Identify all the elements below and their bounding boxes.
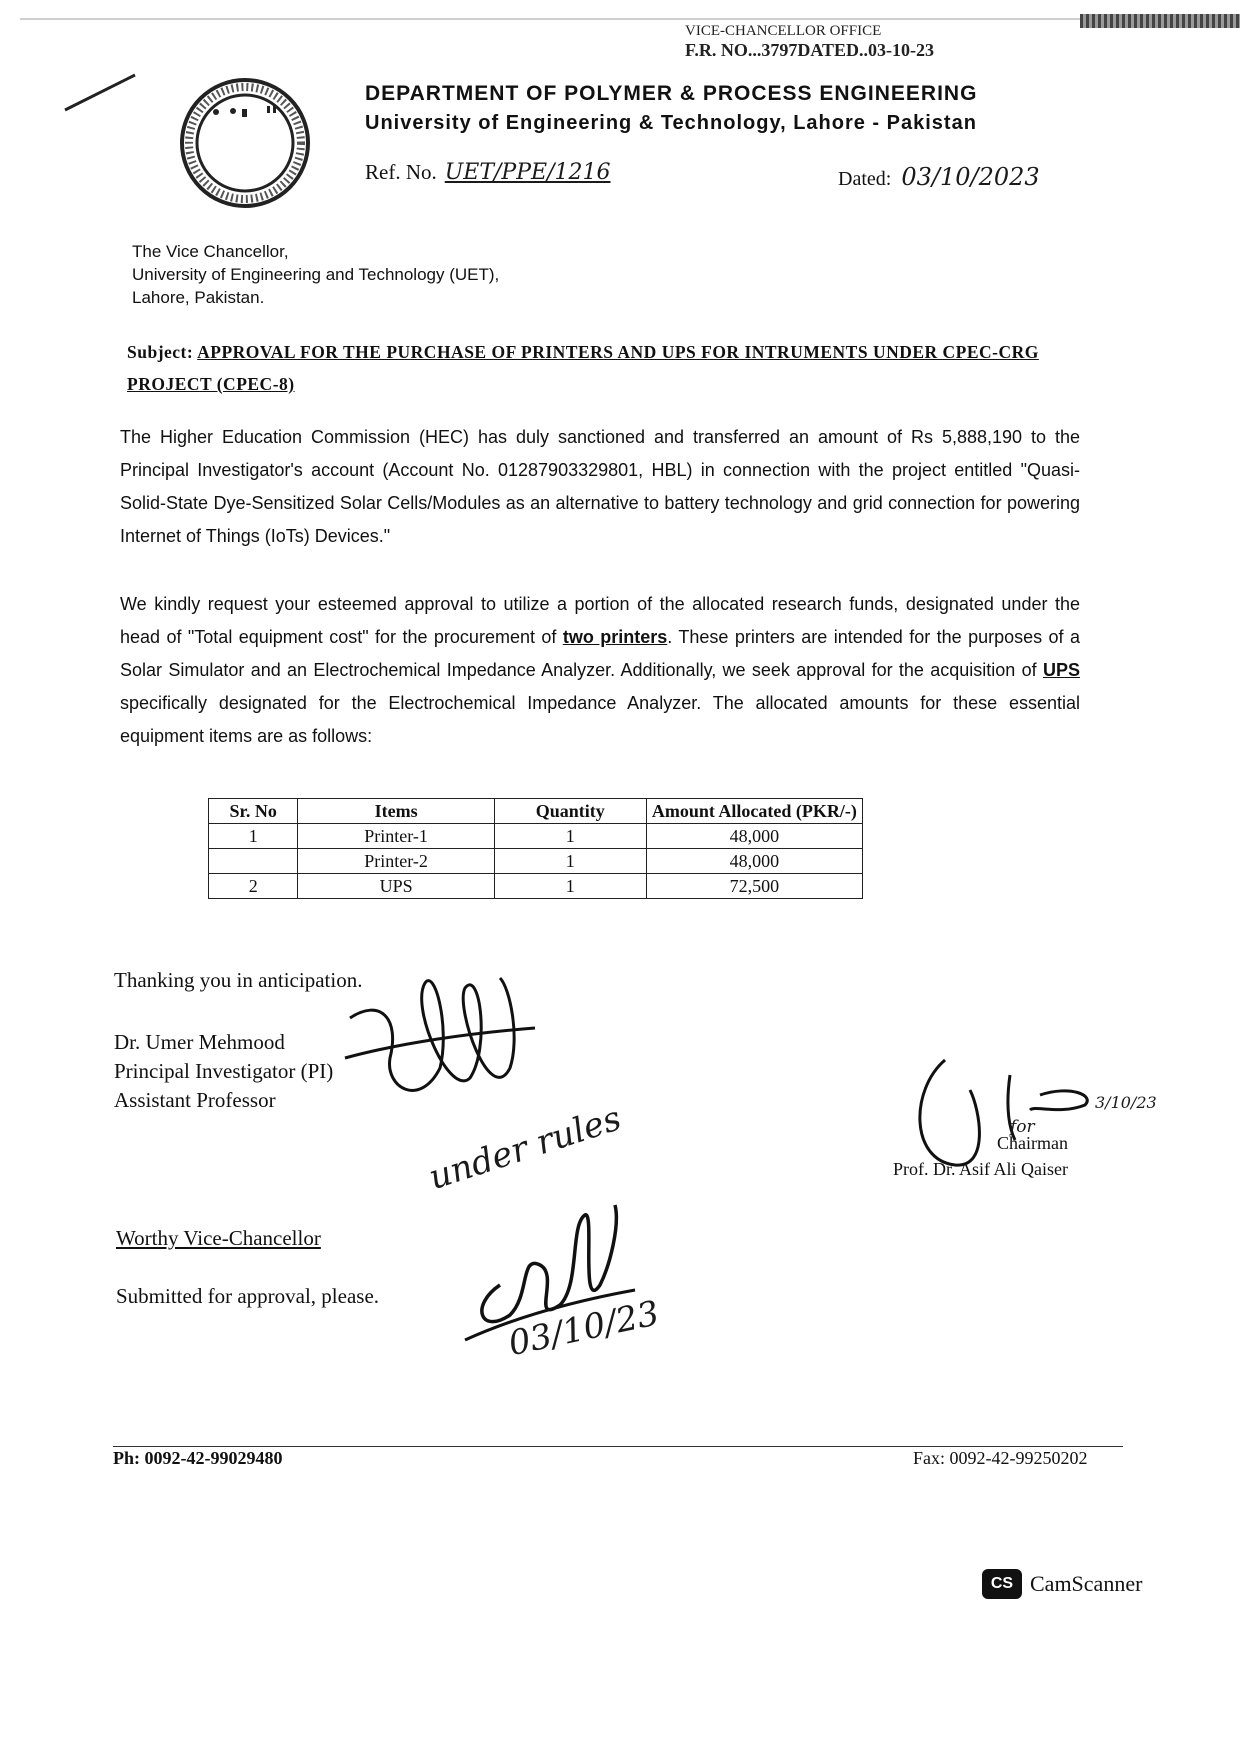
recipient-line: The Vice Chancellor,: [132, 242, 289, 261]
signatory-title: Assistant Professor: [114, 1088, 276, 1112]
footer-fax: Fax: 0092-42-99250202: [913, 1448, 1088, 1468]
recipient-line: University of Engineering and Technology (UET),: [132, 265, 500, 284]
table-row: [209, 849, 863, 874]
cell-sr-no: 2: [209, 874, 298, 899]
subject-line: [127, 336, 1082, 400]
signatory-block: [114, 1028, 333, 1115]
table-header-row: [209, 799, 863, 824]
footer-divider: [113, 1446, 1123, 1447]
ref-value: UET/PPE/1216: [444, 160, 611, 185]
table-row: [209, 824, 863, 849]
request-text: . These printers are intended for the purposes of a Solar Simulator and an Electrochemical Impedance Analyzer. Additionally, we seek approval for the acquisition of: [120, 627, 1080, 680]
reference-line: [365, 160, 611, 185]
chairman-sign-date: 3/10/23: [1095, 1093, 1157, 1112]
handwritten-remark: under rules: [424, 1098, 626, 1199]
recipient-address: [132, 240, 499, 309]
closing-thanks: Thanking you in anticipation.: [114, 968, 363, 992]
pi-signature: [340, 948, 540, 1123]
handwritten-sign-date: 03/10/23: [505, 1293, 663, 1365]
fr-number: F.R. NO...3797DATED..03-10-23: [685, 40, 935, 60]
camscanner-icon: CS: [982, 1569, 1022, 1599]
for-label: for: [1010, 1117, 1035, 1137]
column-header-sr-no: Sr. No: [209, 799, 298, 824]
university-name: University of Engineering & Technology, Lahore - Pakistan: [365, 112, 977, 134]
recipient-line: Lahore, Pakistan.: [132, 288, 265, 307]
chairman-title: Chairman: [997, 1133, 1068, 1153]
paragraph-request: [120, 588, 1080, 753]
footer-phone: Ph: 0092-42-99029480: [113, 1448, 283, 1468]
chairman-block: [893, 1130, 1068, 1182]
cell-amount: 48,000: [646, 824, 862, 849]
request-text: We kindly request your esteemed approval to utilize a portion of the allocated research funds, designated under the head of "Total equipment cost" for the procurement of: [120, 594, 1080, 647]
signatory-title: Principal Investigator (PI): [114, 1059, 334, 1083]
department-name: DEPARTMENT OF POLYMER & PROCESS ENGINEERING: [365, 82, 978, 105]
cell-quantity: 1: [494, 874, 646, 899]
stray-pen-mark: [60, 70, 140, 115]
cell-sr-no: [209, 849, 298, 874]
chairman-name: Prof. Dr. Asif Ali Qaiser: [893, 1159, 1068, 1179]
column-header-items: Items: [298, 799, 494, 824]
table-row: [209, 874, 863, 899]
camscanner-watermark: [982, 1569, 1142, 1599]
allocation-table: [208, 798, 863, 899]
office-stamp-label: VICE-CHANCELLOR OFFICE: [685, 23, 882, 39]
dated-line: [838, 163, 1040, 191]
cell-item: Printer-2: [298, 849, 494, 874]
forward-salutation: Worthy Vice-Chancellor: [116, 1226, 321, 1250]
signatory-name: Dr. Umer Mehmood: [114, 1030, 285, 1054]
cell-quantity: 1: [494, 849, 646, 874]
subject-label: Subject:: [127, 342, 194, 362]
cell-amount: 72,500: [646, 874, 862, 899]
cell-item: UPS: [298, 874, 494, 899]
camscanner-label: CamScanner: [1030, 1571, 1143, 1596]
forward-note: Submitted for approval, please.: [116, 1284, 380, 1308]
scan-grain-strip: [1080, 14, 1240, 28]
column-header-quantity: Quantity: [494, 799, 646, 824]
request-text: specifically designated for the Electrochemical Impedance Analyzer. The allocated amounts for these essential equipment items are as follows:: [120, 693, 1080, 746]
dated-value: 03/10/2023: [901, 163, 1040, 191]
subject-text: APPROVAL FOR THE PURCHASE OF PRINTERS AND UPS FOR INTRUMENTS UNDER CPEC-CRG PROJECT (CPEC-8): [127, 342, 1039, 394]
ups-emphasis: UPS: [1042, 660, 1080, 680]
vc-office-receipt-stamp: [685, 22, 934, 60]
cell-item: Printer-1: [298, 824, 494, 849]
cell-amount: 48,000: [646, 849, 862, 874]
cell-quantity: 1: [494, 824, 646, 849]
top-scan-edge: [20, 18, 1220, 20]
column-header-amount: Amount Allocated (PKR/-): [646, 799, 862, 824]
ref-label: Ref. No.: [365, 160, 437, 184]
paragraph-funding: The Higher Education Commission (HEC) has duly sanctioned and transferred an amount of Rs 5,888,190 to the Principal Investigator's account (Account No. 01287903329801, HBL) in connection with the project entitled "Quasi-Solid-State Dye-Sensitized Solar Cells/Modules as an alternative to battery technology and grid connection for powering Internet of Things (IoTs) Devices.": [120, 427, 1080, 546]
department-seal-icon: [178, 76, 313, 211]
dated-label: Dated:: [838, 168, 892, 190]
cell-sr-no: 1: [209, 824, 298, 849]
two-printers-emphasis: two printers: [562, 627, 668, 647]
